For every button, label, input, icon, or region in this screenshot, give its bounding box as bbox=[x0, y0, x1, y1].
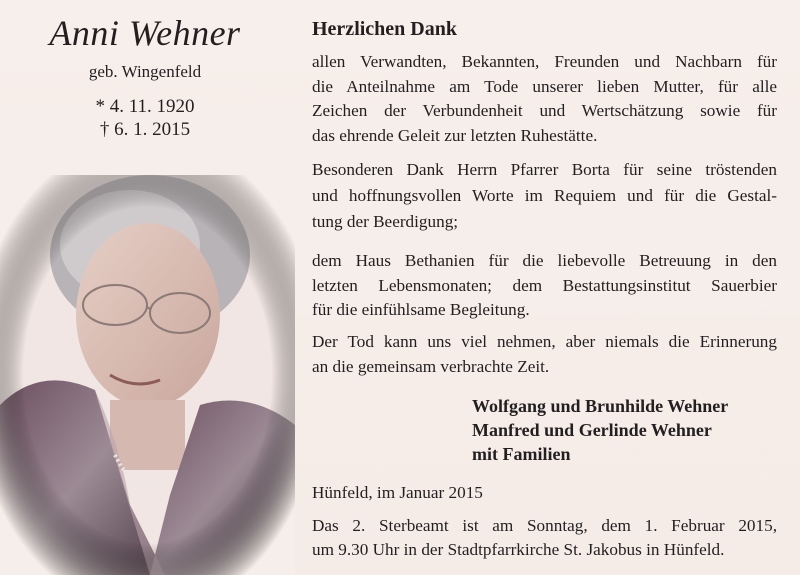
text-line: für die einfühlsame Begleitung. bbox=[312, 300, 530, 319]
text-line: Besonderen Dank Herrn Pfarrer Borta für seine tröstenden bbox=[312, 160, 777, 179]
signer-line: Manfred und Gerlinde Wehner bbox=[472, 420, 712, 440]
text-line: tung der Beerdigung; bbox=[312, 212, 459, 231]
text-line: um 9.30 Uhr in der Stadtpfarrkirche St. Jakobus in Hünfeld. bbox=[312, 540, 725, 559]
thanks-paragraph-2 bbox=[312, 157, 777, 235]
left-column bbox=[0, 0, 300, 575]
memorial-mass-info bbox=[312, 514, 777, 562]
text-line: das ehrende Geleit zur letzten Ruhestätte. bbox=[312, 125, 598, 145]
text-line: die Anteilnahme am Tode unserer lieben Mutter, für alle bbox=[312, 76, 777, 96]
text-line: und hoffnungsvollen Worte im Requiem und für die Gestal- bbox=[312, 186, 777, 205]
text-line: Das 2. Sterbeamt ist am Sonntag, dem 1. Februar 2015, bbox=[312, 516, 777, 535]
thanks-paragraph-4 bbox=[312, 330, 777, 379]
text-line: Zeichen der Verbundenheit und Wertschätzung sowie für bbox=[312, 101, 777, 120]
death-date: † 6. 1. 2015 bbox=[99, 119, 191, 140]
text-line: an die gemeinsam verbrachte Zeit. bbox=[312, 356, 550, 376]
birth-date: * 4. 11. 1920 bbox=[95, 96, 195, 117]
thanks-paragraph-3 bbox=[312, 249, 777, 323]
text-line: Der Tod kann uns viel nehmen, aber niemals die Erinnerung bbox=[312, 332, 777, 351]
signers bbox=[472, 394, 728, 466]
right-column bbox=[312, 0, 777, 575]
signer-line: mit Familien bbox=[472, 444, 571, 464]
text-line: dem Haus Bethanien für die liebevolle Betreuung in den bbox=[312, 251, 777, 270]
thanks-heading: Herzlichen Dank bbox=[312, 18, 457, 40]
maiden-name: geb. Wingenfeld bbox=[88, 62, 202, 81]
text-line: letzten Lebensmonaten; dem Bestattungsinstitut Sauerbier bbox=[312, 275, 777, 295]
signer-line: Wolfgang und Brunhilde Wehner bbox=[472, 396, 729, 416]
text-line: allen Verwandten, Bekannten, Freunden und Nachbarn für bbox=[312, 52, 777, 71]
thanks-paragraph-1 bbox=[312, 50, 777, 148]
portrait-photo bbox=[0, 175, 295, 575]
deceased-name: Anni Wehner bbox=[49, 13, 241, 53]
place-date: Hünfeld, im Januar 2015 bbox=[312, 483, 483, 502]
